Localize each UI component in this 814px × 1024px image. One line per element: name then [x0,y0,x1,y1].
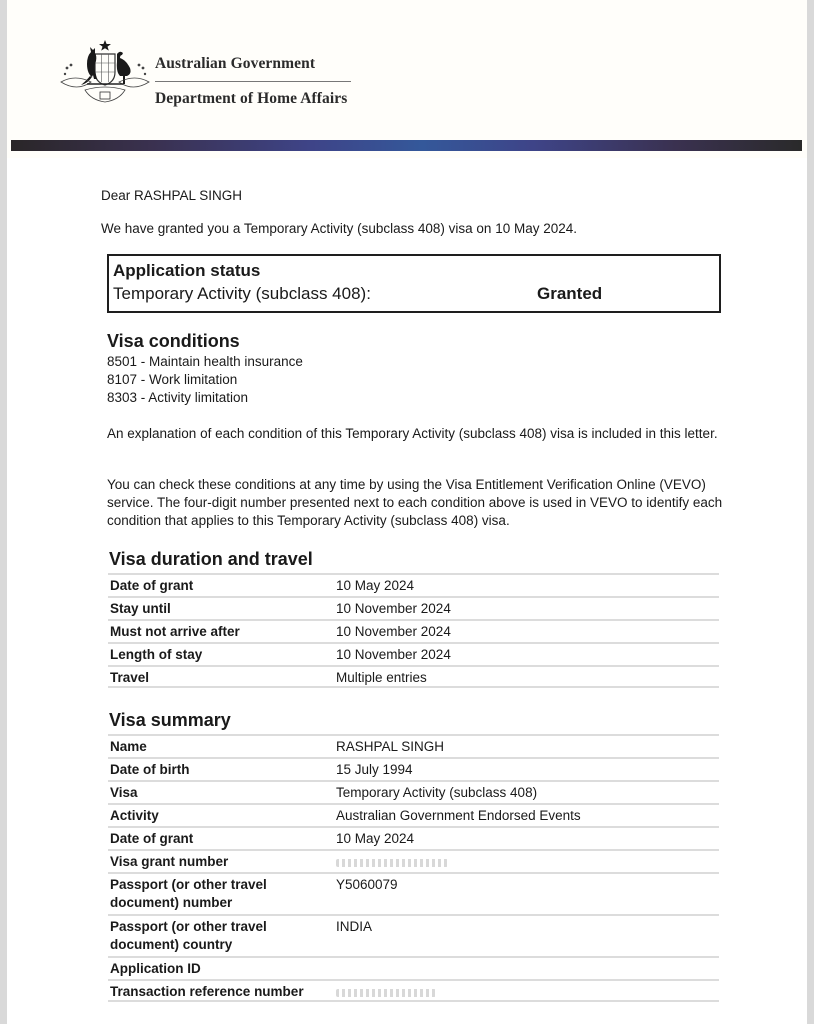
row-value: Y5060079 [336,877,398,892]
letter-page [7,0,807,1024]
grant-intro: We have granted you a Temporary Activity (subclass 408) visa on 10 May 2024. [101,221,578,236]
coat-of-arms-icon [57,38,153,106]
row-value: Multiple entries [336,670,427,685]
visa-summary-title: Visa summary [109,710,231,730]
visa-summary-table [108,734,719,1002]
row-value: RASHPAL SINGH [336,739,445,754]
row-label: Activity [110,808,159,823]
vevo-note: You can check these conditions at any time by using the Visa Entitlement Verification Online (VEVO) service. The four-digit number presented next to each condition above is used in VEVO to identify each condition that applies to this Temporary Activity (subclass 408) visa. [107,477,723,528]
row-value: 10 November 2024 [336,601,451,616]
row-label: Transaction reference number [110,984,304,999]
condition-item: 8303 - Activity limitation [107,390,249,405]
table-row [108,596,719,619]
header-band [11,140,802,151]
government-name: Australian Government [155,55,316,72]
letterhead [7,0,807,158]
agency-name [155,55,351,108]
row-label: Stay until [110,601,171,616]
row-value: Temporary Activity (subclass 408) [336,785,538,800]
table-row [108,665,719,688]
table-row [108,734,719,757]
table-row [108,914,719,956]
agency-divider [155,81,351,82]
table-row [108,979,719,1002]
table-row [108,757,719,780]
row-label: Passport (or other travel document) country [110,919,267,952]
table-row [108,573,719,596]
row-value-redacted [336,853,719,870]
row-value: Australian Government Endorsed Events [336,808,581,823]
table-row [108,780,719,803]
row-value: 10 November 2024 [336,624,451,639]
redaction-mark [336,859,448,867]
row-label: Length of stay [110,647,203,662]
table-row [108,872,719,914]
application-status-box [107,254,721,313]
row-value-redacted [336,983,719,998]
row-value: INDIA [336,919,373,934]
application-status-line [113,282,715,306]
row-label: Must not arrive after [110,624,240,639]
conditions-explanation: An explanation of each condition of this Temporary Activity (subclass 408) visa is included in this letter. [107,426,718,441]
visa-conditions-list [107,353,303,407]
table-row [108,956,719,979]
table-row [108,619,719,642]
application-status-title: Application status [113,261,261,280]
table-row [108,849,719,872]
row-label: Visa grant number [110,854,229,869]
visa-conditions-title: Visa conditions [107,331,240,351]
row-label: Visa [110,785,138,800]
row-value: 15 July 1994 [336,762,413,777]
condition-item: 8107 - Work limitation [107,372,238,387]
row-label: Name [110,739,147,754]
redaction-mark [336,989,436,997]
table-row [108,803,719,826]
duration-travel-title: Visa duration and travel [109,549,313,569]
table-row [108,642,719,665]
visa-type-label: Temporary Activity (subclass 408): [113,284,371,303]
row-value: 10 May 2024 [336,831,415,846]
department-name: Department of Home Affairs [155,90,348,107]
row-label: Date of grant [110,831,194,846]
row-value [336,960,719,977]
salutation: Dear RASHPAL SINGH [101,188,243,203]
row-label: Passport (or other travel document) number [110,877,267,910]
row-label: Date of birth [110,762,190,777]
duration-travel-table [108,573,719,688]
row-value: 10 November 2024 [336,647,451,662]
row-label: Travel [110,670,150,685]
status-badge: Granted [537,284,603,303]
row-value: 10 May 2024 [336,578,415,593]
table-row [108,826,719,849]
condition-item: 8501 - Maintain health insurance [107,354,303,369]
row-label: Application ID [110,961,201,976]
row-label: Date of grant [110,578,194,593]
